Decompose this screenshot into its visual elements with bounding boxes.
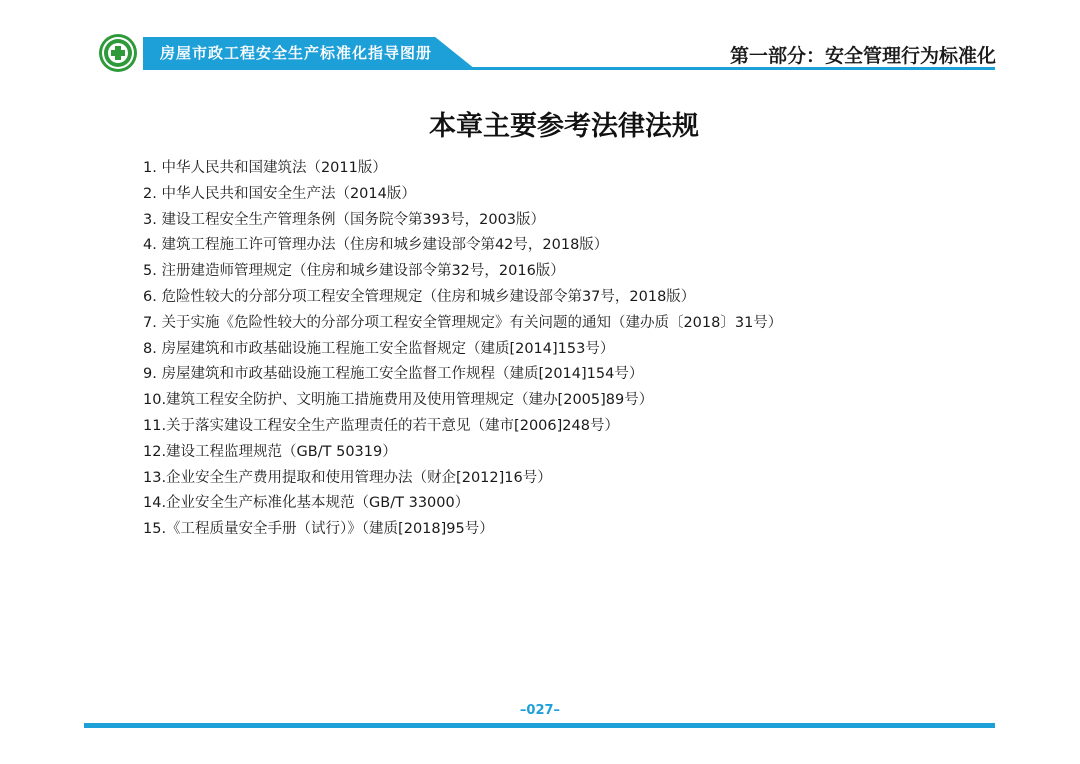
law-item: 8. 房屋建筑和市政基础设施工程施工安全监督规定（建质[2014]153号） (143, 340, 615, 357)
law-item: 10.建筑工程安全防护、文明施工措施费用及使用管理规定（建办[2005]89号） (143, 392, 654, 409)
page-title: 本章主要参考法律法规 (429, 111, 699, 142)
law-item: 3. 建设工程安全生产管理条例（国务院令第393号，2003版） (143, 211, 546, 228)
law-item: 7. 关于实施《危险性较大的分部分项工程安全管理规定》有关问题的通知（建办质〔2018〕31号） (143, 314, 783, 331)
law-item: 6. 危险性较大的分部分项工程安全管理规定（住房和城乡建设部令第37号，2018版） (143, 288, 696, 305)
law-item: 9. 房屋建筑和市政基础设施工程施工安全监督工作规程（建质[2014]154号） (143, 366, 644, 383)
page-header (0, 0, 1080, 80)
law-item: 11.关于落实建设工程安全生产监理责任的若干意见（建市[2006]248号） (143, 417, 619, 434)
law-item: 13.企业安全生产费用提取和使用管理办法（财企[2012]16号） (143, 469, 552, 486)
law-item: 1. 中华人民共和国建筑法（2011版） (143, 160, 387, 176)
section-title: 第一部分：安全管理行为标准化 (729, 45, 996, 67)
logo-cross-horizontal (111, 50, 125, 56)
law-item: 4. 建筑工程施工许可管理办法（住房和城乡建设部令第42号，2018版） (143, 237, 609, 254)
law-item: 14.企业安全生产标准化基本规范（GB/T 33000） (143, 495, 470, 512)
footer-rule (84, 723, 995, 728)
law-item: 5. 注册建造师管理规定（住房和城乡建设部令第32号，2016版） (143, 263, 565, 280)
book-title: 房屋市政工程安全生产标准化指导图册 (160, 44, 433, 62)
page-number: –027– (519, 703, 561, 718)
law-item: 15.《工程质量安全手册（试行）》（建质[2018]95号） (143, 521, 494, 538)
safety-cross-icon (102, 37, 134, 69)
law-list (143, 156, 782, 543)
law-item: 2. 中华人民共和国安全生产法（2014版） (143, 185, 416, 202)
law-item: 12.建设工程监理规范（GB/T 50319） (143, 443, 397, 460)
